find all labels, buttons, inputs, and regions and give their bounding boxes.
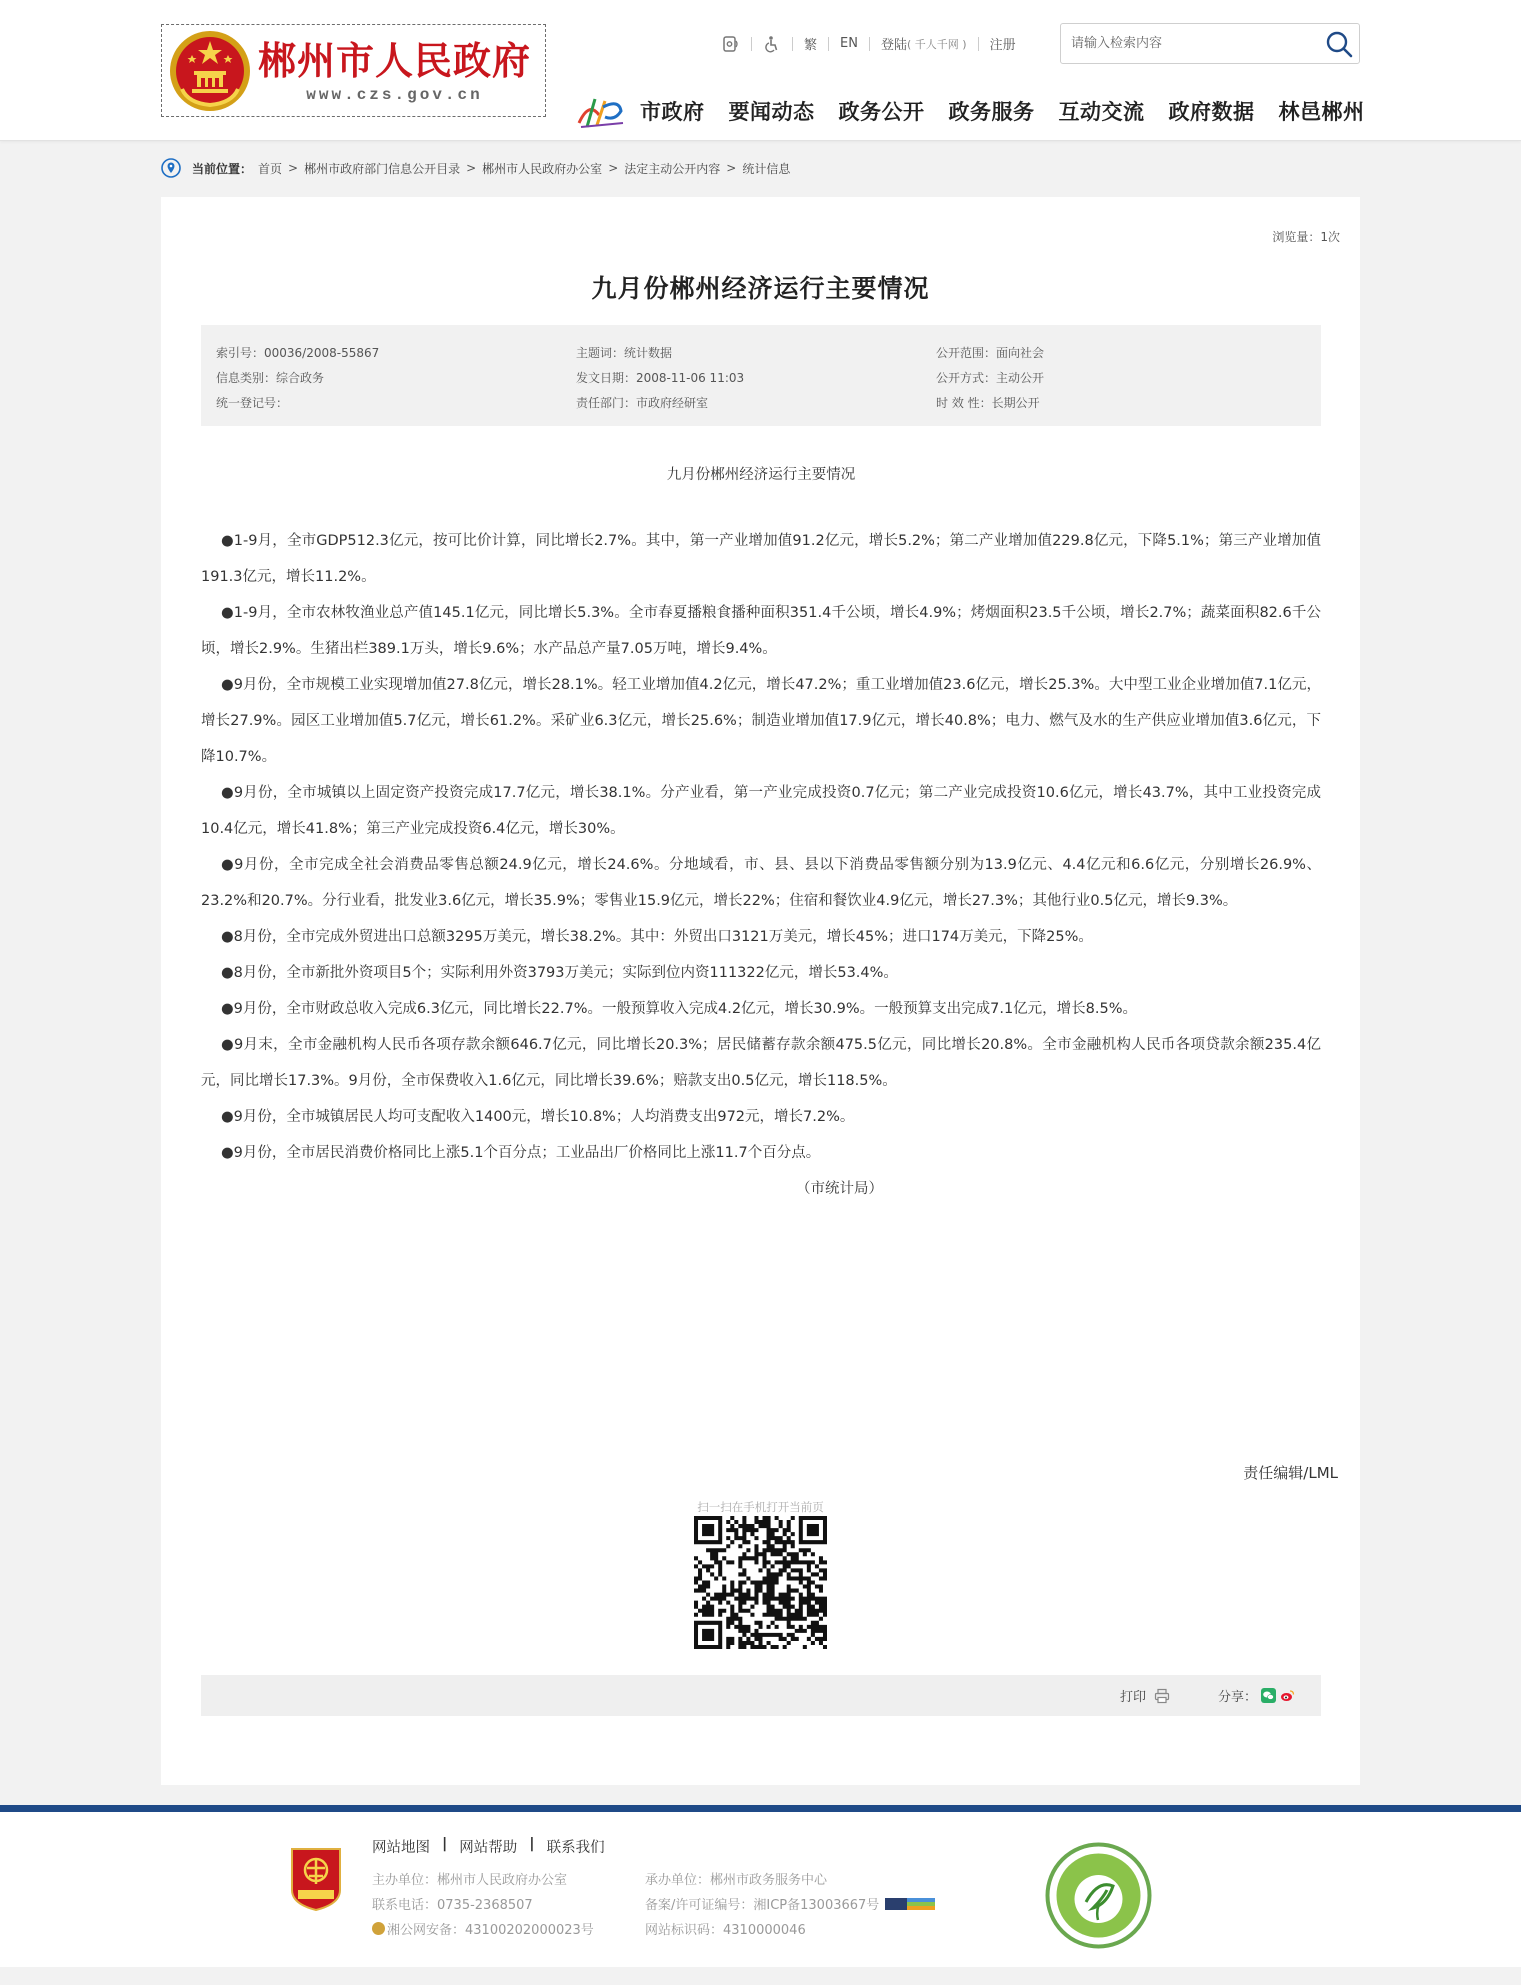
footer-info-right bbox=[645, 1868, 935, 1943]
footer-link-contact[interactable]: 联系我们 bbox=[546, 1840, 605, 1856]
meta-row bbox=[216, 341, 1306, 366]
footer-police-record[interactable] bbox=[372, 1918, 594, 1943]
footer-phone: 联系电话：0735-2368507 bbox=[372, 1898, 533, 1913]
article-meta bbox=[201, 325, 1321, 426]
footer-link-separator: | bbox=[442, 1836, 448, 1852]
view-count: 浏览量：1次 bbox=[1272, 230, 1340, 244]
breadcrumb-label: 当前位置： bbox=[192, 161, 253, 176]
location-pin-icon bbox=[161, 158, 181, 178]
meta-row bbox=[216, 366, 1306, 391]
article-paragraph: ●9月份，全市居民消费价格同比上涨5.1个百分点；工业品出厂价格同比上涨11.7个百分点。 bbox=[221, 1145, 821, 1161]
footer-link-sitemap[interactable]: 网站地图 bbox=[372, 1840, 430, 1856]
breadcrumb-home[interactable]: 首页 bbox=[258, 161, 283, 176]
national-emblem-icon bbox=[168, 29, 252, 113]
article-paragraph: ●8月份，全市新批外资项目5个；实际利用外资3793万美元；实际到位内资111322亿元，增长53.4%。 bbox=[221, 965, 898, 981]
breadcrumb-statutory-content[interactable]: 法定主动公开内容 bbox=[624, 161, 721, 176]
printer-icon bbox=[1154, 1688, 1170, 1704]
meta-row bbox=[216, 391, 1306, 416]
article-paragraph: ●1-9月，全市农林牧渔业总产值145.1亿元，同比增长5.3%。全市春夏播粮食播种面积351.4千公顷，增长4.9%；烤烟面积23.5千公顷，增长2.7%；蔬菜面积82.6千公顷，增长2.9%。生猪出栏389.1万头，增长9.6%；水产品总产量7.05万吨，增长9.4%。 bbox=[201, 605, 1321, 657]
english-link[interactable]: EN bbox=[840, 36, 858, 51]
qr-code bbox=[694, 1516, 827, 1649]
accessibility-icon[interactable] bbox=[763, 35, 781, 53]
share-label: 分享： bbox=[1217, 1690, 1257, 1705]
footer-info-left bbox=[372, 1868, 594, 1943]
meta-index-no: 索引号：00036/2008-55867 bbox=[216, 346, 380, 360]
chenzhou-brand-mark-icon bbox=[575, 93, 627, 131]
meta-method: 公开方式：主动公开 bbox=[936, 371, 1045, 385]
article-paragraph: ●9月份，全市财政总收入完成6.3亿元，同比增长22.7%。一般预算收入完成4.2亿元，增长30.9%。一般预算支出完成7.1亿元，增长8.5%。 bbox=[221, 1001, 1138, 1017]
nav-item-government-data[interactable]: 政府数据 bbox=[1168, 100, 1255, 124]
footer-divider bbox=[0, 1805, 1521, 1812]
login-link[interactable]: 登陆 bbox=[880, 38, 907, 53]
search-button[interactable] bbox=[1319, 24, 1359, 63]
civilized-city-seal-icon[interactable] bbox=[1045, 1842, 1152, 1949]
share-bar bbox=[201, 1675, 1321, 1716]
print-button[interactable] bbox=[1120, 1686, 1170, 1705]
site-url: www.czs.gov.cn bbox=[306, 85, 483, 104]
breadcrumb-separator: > bbox=[288, 161, 299, 175]
meta-dept: 责任部门：市政府经研室 bbox=[576, 396, 709, 410]
article-paragraph: ●8月份，全市完成外贸进出口总额3295万美元，增长38.2%。其中：外贸出口3121万美元，增长45%；进口174万美元，下降25%。 bbox=[221, 929, 1093, 945]
article-subtitle: 九月份郴州经济运行主要情况 bbox=[666, 467, 856, 483]
article-paragraph: ●9月份，全市城镇居民人均可支配收入1400元，增长10.8%；人均消费支出972元，增长7.2%。 bbox=[221, 1109, 855, 1125]
cnzz-stat-icon[interactable] bbox=[885, 1898, 935, 1910]
site-logo[interactable] bbox=[161, 24, 546, 117]
qr-modules bbox=[694, 1516, 827, 1649]
article-paragraph: ●9月末，全市金融机构人民币各项存款余额646.7亿元，同比增长20.3%；居民储蓄存款余额475.5亿元，同比增长20.8%。全市金融机构人民币各项贷款余额235.4亿元，同比增长17.3%。9月份，全市保费收入1.6亿元，同比增长39.6%；赔款支出0.5亿元，增长118.5%。 bbox=[201, 1037, 1321, 1089]
meta-category: 信息类别：综合政务 bbox=[216, 371, 325, 385]
article-paragraph: ●1-9月，全市GDP512.3亿元，按可比价计算，同比增长2.7%。其中，第一产业增加值91.2亿元，增长5.2%；第二产业增加值229.8亿元，下降5.1%；第三产业增加值191.3亿元，增长11.2%。 bbox=[201, 533, 1321, 585]
meta-reg-no: 统一登记号： bbox=[216, 396, 289, 410]
login-note: ( 千人千网 ) bbox=[906, 37, 967, 51]
breadcrumb-separator: > bbox=[608, 161, 619, 175]
article-body bbox=[201, 463, 1321, 1207]
site-title: 郴州市人民政府 bbox=[258, 38, 532, 83]
print-label: 打印 bbox=[1119, 1690, 1146, 1705]
nav-item-linyi-chenzhou[interactable]: 林邑郴州 bbox=[1278, 100, 1365, 124]
main-nav bbox=[640, 96, 1365, 128]
logo-text bbox=[258, 38, 531, 104]
footer-link-help[interactable]: 网站帮助 bbox=[459, 1840, 518, 1856]
police-badge-icon bbox=[372, 1922, 385, 1935]
meta-validity: 时 效 性：长期公开 bbox=[936, 396, 1040, 410]
nav-item-government-affairs[interactable]: 政务公开 bbox=[838, 100, 925, 124]
footer-site-id: 网站标识码：4310000046 bbox=[645, 1923, 806, 1938]
breadcrumb-gov-office[interactable]: 郴州市人民政府办公室 bbox=[482, 161, 603, 176]
nav-item-city-government[interactable]: 市政府 bbox=[640, 100, 705, 124]
meta-date: 发文日期：2008-11-06 11:03 bbox=[576, 371, 745, 385]
nav-item-government-services[interactable]: 政务服务 bbox=[948, 100, 1035, 124]
search-input[interactable] bbox=[1061, 24, 1319, 63]
article-source: （市统计局） bbox=[796, 1181, 883, 1197]
meta-topic: 主题词：统计数据 bbox=[576, 346, 673, 360]
breadcrumb-statistics[interactable]: 统计信息 bbox=[742, 161, 791, 176]
traditional-chinese-link[interactable]: 繁 bbox=[804, 38, 818, 53]
footer-icp[interactable] bbox=[645, 1893, 935, 1918]
register-link[interactable]: 注册 bbox=[989, 38, 1016, 53]
footer-operator: 承办单位：郴州市政务服务中心 bbox=[645, 1873, 828, 1888]
header-toolbar bbox=[722, 34, 1016, 53]
search-icon bbox=[1325, 30, 1353, 58]
party-gov-badge-icon[interactable] bbox=[289, 1846, 343, 1912]
wechat-icon[interactable] bbox=[1261, 1688, 1276, 1703]
weibo-icon[interactable] bbox=[1280, 1688, 1295, 1703]
article-paragraph: ●9月份，全市城镇以上固定资产投资完成17.7亿元，增长38.1%。分产业看，第一产业完成投资0.7亿元；第二产业完成投资10.6亿元，增长43.7%，其中工业投资完成10.4亿元，增长41.8%；第三产业完成投资6.4亿元，增长30%。 bbox=[201, 785, 1321, 837]
footer-icp-text: 备案/许可证编号：湘ICP备13003667号 bbox=[645, 1898, 880, 1913]
responsible-editor: 责任编辑/LML bbox=[1243, 1464, 1338, 1482]
article-paragraph: ●9月份，全市完成全社会消费品零售总额24.9亿元，增长24.6%。分地域看，市、县、县以下消费品零售额分别为13.9亿元、4.4亿元和6.6亿元，分别增长26.9%、23.2%和20.7%。分行业看，批发业3.6亿元，增长35.9%；零售业15.9亿元，增长22%；住宿和餐饮业4.9亿元，增长27.3%；其他行业0.5亿元，增长9.3%。 bbox=[201, 857, 1321, 909]
read-aloud-icon[interactable] bbox=[722, 35, 740, 53]
meta-scope: 公开范围：面向社会 bbox=[936, 346, 1045, 360]
site-footer bbox=[0, 1812, 1521, 1967]
breadcrumb-separator: > bbox=[726, 161, 737, 175]
footer-police-text: 湘公网安备：43100202000023号 bbox=[387, 1923, 594, 1938]
site-header bbox=[0, 0, 1521, 141]
breadcrumb-separator: > bbox=[466, 161, 477, 175]
footer-host: 主办单位：郴州市人民政府办公室 bbox=[372, 1873, 568, 1888]
article-paragraph: ●9月份，全市规模工业实现增加值27.8亿元，增长28.1%。轻工业增加值4.2亿元，增长47.2%；重工业增加值23.6亿元，增长25.3%。大中型工业企业增加值7.1亿元，增长27.9%。园区工业增加值5.7亿元，增长61.2%。采矿业6.3亿元，增长25.6%；制造业增加值17.9亿元，增长40.8%；电力、燃气及水的生产供应业增加值3.6亿元，下降10.7%。 bbox=[201, 677, 1321, 765]
nav-item-interaction[interactable]: 互动交流 bbox=[1058, 100, 1145, 124]
search-box bbox=[1060, 23, 1360, 64]
breadcrumb-dept-directory[interactable]: 郴州市政府部门信息公开目录 bbox=[304, 161, 461, 176]
qr-caption: 扫一扫在手机打开当前页 bbox=[697, 1500, 824, 1514]
footer-links bbox=[372, 1836, 605, 1857]
article-card bbox=[161, 197, 1360, 1785]
breadcrumb bbox=[161, 158, 790, 178]
nav-item-news[interactable]: 要闻动态 bbox=[728, 100, 815, 124]
share-group bbox=[1218, 1686, 1295, 1705]
footer-link-separator: | bbox=[529, 1836, 535, 1852]
article-title: 九月份郴州经济运行主要情况 bbox=[591, 274, 930, 303]
